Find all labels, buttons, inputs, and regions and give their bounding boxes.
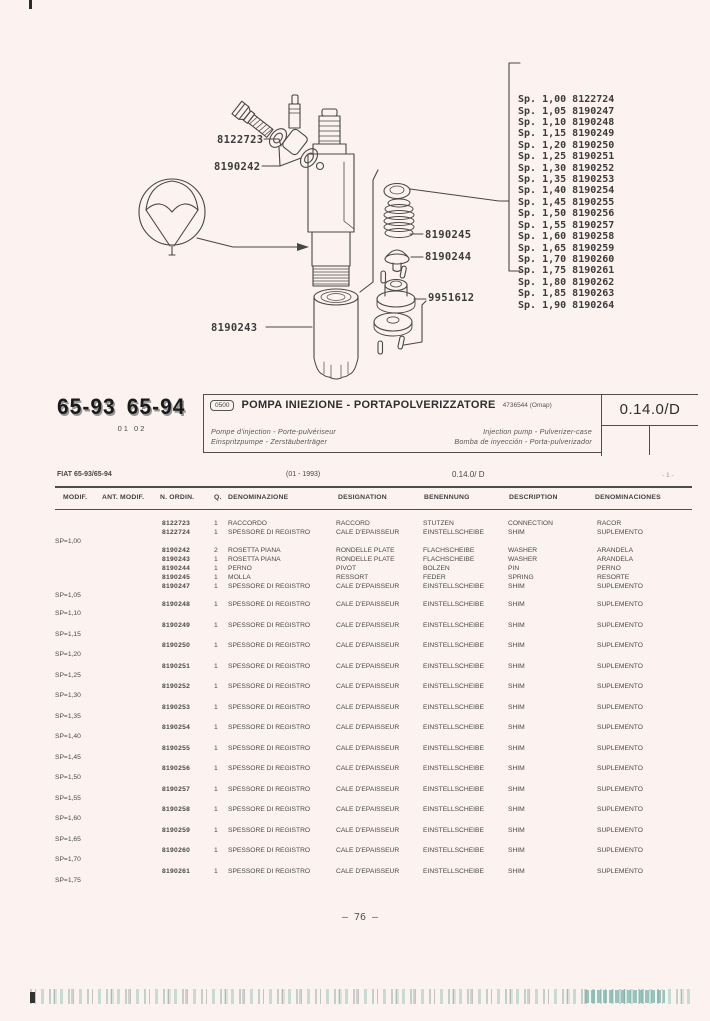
shim-chart-row: Sp. 1,15 8190249: [518, 128, 615, 140]
shim-thickness: SP=1,05: [55, 592, 81, 599]
designation: CALE D'EPAISSEUR: [336, 867, 400, 875]
description: SHIM: [508, 826, 525, 834]
table-row: [55, 564, 705, 573]
banjo-fitting-icon: [281, 95, 309, 156]
denominaciones: SUPLEMENTO: [597, 867, 643, 875]
designation: CALE D'EPAISSEUR: [336, 583, 400, 590]
denominazione: SPESSORE DI REGISTRO: [228, 744, 311, 752]
part-number: 8190242: [162, 547, 191, 554]
shim-chart-row: Sp. 1,10 8190248: [518, 117, 615, 129]
benennung: EINSTELLSCHEIBE: [423, 847, 484, 854]
benennung: EINSTELLSCHEIBE: [423, 601, 484, 608]
table-row: [55, 785, 705, 803]
denominazione: SPESSORE DI REGISTRO: [228, 724, 311, 731]
model-badge: 65-93: [57, 395, 116, 420]
quantity: 1: [214, 583, 218, 590]
benennung: EINSTELLSCHEIBE: [423, 867, 484, 875]
table-row: [55, 641, 705, 659]
shim-chart-row: Sp. 1,05 8190247: [518, 105, 615, 117]
shim-thickness: SP=1,65: [55, 835, 81, 843]
denominaciones: SUPLEMENTO: [597, 826, 643, 834]
denominaciones: SUPLEMENTO: [597, 642, 643, 649]
description: WASHER: [508, 547, 538, 554]
shim-thickness: SP=1,00: [55, 538, 81, 545]
title-box: [203, 394, 601, 453]
part-number: 8190243: [162, 556, 191, 563]
designation: RESSORT: [336, 574, 369, 581]
benennung: EINSTELLSCHEIBE: [423, 826, 484, 834]
quantity: 1: [214, 662, 218, 670]
nozzle-spray-icon: [139, 179, 205, 255]
description: SHIM: [508, 724, 525, 731]
shim-disc-icon: [384, 184, 410, 199]
shim-thickness: SP=1,70: [55, 856, 81, 863]
designation: PIVOT: [336, 565, 357, 572]
shim-thickness: SP=1,10: [55, 610, 81, 617]
shim-chart-row: Sp. 1,30 8190252: [518, 162, 615, 174]
denominaciones: SUPLEMENTO: [597, 806, 643, 813]
part-number: 8190244: [162, 565, 191, 572]
part-number: 8190261: [162, 867, 191, 875]
table-row: [55, 703, 705, 721]
denominazione: SPESSORE DI REGISTRO: [228, 642, 311, 649]
designation: CALE D'EPAISSEUR: [336, 806, 400, 813]
description: SHIM: [508, 847, 525, 854]
shim-thickness: SP=1,25: [55, 671, 81, 679]
description: SHIM: [508, 642, 525, 649]
denominaciones: SUPLEMENTO: [597, 601, 643, 608]
benennung: EINSTELLSCHEIBE: [423, 642, 484, 649]
description: PIN: [508, 565, 520, 572]
table-row: [55, 826, 705, 844]
part-number: 8190252: [162, 683, 191, 690]
divider: [649, 425, 650, 455]
shim-thickness: SP=1,20: [55, 651, 81, 658]
shim-chart-row: Sp. 1,60 8190258: [518, 231, 615, 243]
denominazione: ROSETTA PIANA: [228, 547, 281, 554]
part-number: 8190259: [162, 826, 191, 834]
divider: [55, 486, 692, 488]
subtitle-en: Injection pump - Pulverizer-case: [483, 427, 592, 436]
table-row: [55, 662, 705, 680]
part-number: 8190258: [162, 806, 191, 813]
col-n-ordin: N. ORDIN.: [160, 494, 195, 501]
benennung: FLACHSCHEIBE: [423, 556, 475, 563]
benennung: EINSTELLSCHEIBE: [423, 806, 484, 813]
description: SHIM: [508, 765, 525, 772]
designation: CALE D'EPAISSEUR: [336, 724, 400, 731]
section-code-box: [601, 394, 698, 456]
benennung: EINSTELLSCHEIBE: [423, 583, 484, 590]
benennung: STUTZEN: [423, 520, 454, 527]
denominazione: SPESSORE DI REGISTRO: [228, 785, 311, 793]
part-number: 8190254: [162, 724, 191, 731]
table-row: [55, 682, 705, 700]
denominaciones: RESORTE: [597, 574, 630, 581]
description: SHIM: [508, 683, 525, 690]
part-number: 8190250: [162, 642, 191, 649]
table-row: [55, 519, 705, 528]
table-row: [55, 546, 705, 555]
part-number: 8190249: [162, 621, 191, 629]
part-number: 8190256: [162, 765, 191, 772]
col-modif: MODIF.: [63, 494, 88, 501]
shim-thickness: SP=1,35: [55, 712, 81, 720]
quantity: 1: [214, 867, 218, 875]
model-variants: 01 02: [117, 424, 147, 433]
benennung: EINSTELLSCHEIBE: [423, 765, 484, 772]
quantity: 1: [214, 642, 218, 649]
description: SHIM: [508, 601, 525, 608]
col-description: DESCRIPTION: [509, 494, 558, 501]
denominazione: MOLLA: [228, 574, 251, 581]
leader-line: [262, 147, 301, 166]
quantity: 1: [214, 683, 218, 690]
col-denominazione: DENOMINAZIONE: [228, 494, 289, 501]
designation: CALE D'EPAISSEUR: [336, 765, 400, 772]
table-row: [55, 621, 705, 639]
benennung: EINSTELLSCHEIBE: [423, 529, 484, 536]
denominazione: SPESSORE DI REGISTRO: [228, 601, 311, 608]
part-number: 8190257: [162, 785, 191, 793]
part-number: 8190245: [162, 574, 191, 581]
denominaciones: SUPLEMENTO: [597, 703, 643, 711]
part-label: 8190244: [425, 251, 472, 263]
quantity: 1: [214, 565, 218, 572]
description: SHIM: [508, 583, 525, 590]
part-number: 8190248: [162, 601, 191, 608]
chart-bracket: [499, 63, 520, 271]
denominaciones: ARANDELA: [597, 556, 634, 563]
shim-thickness: SP=1,55: [55, 794, 81, 802]
description: SHIM: [508, 744, 525, 752]
shim-chart-row: Sp. 1,85 8190263: [518, 288, 615, 300]
model-reference: FIAT 65-93/65-94: [57, 471, 112, 478]
quantity: 2: [214, 547, 218, 554]
denominazione: SPESSORE DI REGISTRO: [228, 826, 311, 834]
subtitle-de: Einspritzpumpe - Zerstäuberträger: [211, 436, 328, 446]
shim-chart-line: [410, 189, 499, 201]
part-number: 8190255: [162, 744, 191, 752]
model-badge: 65-94: [126, 395, 186, 420]
table-row: [55, 846, 705, 864]
arrowhead-icon: [297, 243, 309, 251]
designation: CALE D'EPAISSEUR: [336, 662, 400, 670]
col-ant-modif: ANT. MODIF.: [102, 494, 145, 501]
page-number: – 76 –: [341, 912, 379, 923]
denominaciones: SUPLEMENTO: [597, 765, 643, 772]
designation: CALE D'EPAISSEUR: [336, 785, 400, 793]
shim-chart-row: Sp. 1,70 8190260: [518, 253, 615, 265]
model-badges: [57, 396, 185, 420]
quantity: 1: [214, 744, 218, 752]
denominazione: ROSETTA PIANA: [228, 556, 281, 563]
denominazione: SPESSORE DI REGISTRO: [228, 806, 311, 813]
quantity: 1: [214, 785, 218, 793]
description: SHIM: [508, 785, 525, 793]
quantity: 1: [214, 724, 218, 731]
denominaciones: SUPLEMENTO: [597, 683, 643, 690]
benennung: EINSTELLSCHEIBE: [423, 683, 484, 690]
denominazione: SPESSORE DI REGISTRO: [228, 847, 311, 854]
designation: CALE D'EPAISSEUR: [336, 621, 400, 629]
divider: [55, 509, 692, 510]
quantity: 1: [214, 574, 218, 581]
denominazione: SPESSORE DI REGISTRO: [228, 867, 311, 875]
quantity: 1: [214, 621, 218, 629]
description: SHIM: [508, 806, 525, 813]
part-number: 8190251: [162, 662, 191, 670]
designation: CALE D'EPAISSEUR: [336, 847, 400, 854]
denominaciones: ARANDELA: [597, 547, 634, 554]
quantity: 1: [214, 601, 218, 608]
shim-chart-row: Sp. 1,40 8190254: [518, 185, 615, 197]
designation: CALE D'EPAISSEUR: [336, 683, 400, 690]
designation: CALE D'EPAISSEUR: [336, 826, 400, 834]
denominaciones: SUPLEMENTO: [597, 662, 643, 670]
injector-body-icon: [308, 109, 354, 286]
shim-thickness: SP=1,50: [55, 774, 81, 781]
shim-selection-chart: [518, 60, 614, 311]
date-range: (01 - 1993): [286, 471, 321, 478]
scan-noise-mark: [30, 992, 35, 1003]
quantity: 1: [214, 765, 218, 772]
shim-thickness: SP=1,60: [55, 815, 81, 822]
denominaciones: SUPLEMENTO: [597, 621, 643, 629]
subtitle-fr: Pompe d'injection - Porte-pulvériseur: [211, 427, 337, 436]
shim-chart-row: Sp. 1,80 8190262: [518, 276, 615, 288]
part-label: 8190242: [214, 161, 261, 173]
table-row: [55, 723, 705, 741]
parts-table: [55, 519, 705, 887]
designation: CALE D'EPAISSEUR: [336, 529, 400, 536]
description: SHIM: [508, 662, 525, 670]
denominazione: SPESSORE DI REGISTRO: [228, 662, 311, 670]
designation: CALE D'EPAISSEUR: [336, 601, 400, 608]
shim-chart-row: Sp. 1,55 8190257: [518, 219, 615, 231]
denominazione: SPESSORE DI REGISTRO: [228, 529, 311, 536]
shim-chart-row: Sp. 1,35 8190253: [518, 174, 615, 186]
shim-chart-row: Sp. 1,45 8190255: [518, 196, 615, 208]
denominaciones: PERNO: [597, 565, 621, 572]
denominaciones: SUPLEMENTO: [597, 847, 643, 854]
table-row: [55, 555, 705, 564]
shim-thickness: SP=1,30: [55, 692, 81, 699]
denominazione: SPESSORE DI REGISTRO: [228, 683, 311, 690]
part-label: 8190245: [425, 229, 472, 241]
title-reference: 4736544 (Omap): [502, 401, 552, 409]
cap-nut-icon: [314, 289, 358, 379]
description: CONNECTION: [508, 520, 553, 527]
designation: RACCORD: [336, 520, 370, 527]
description: SPRING: [508, 574, 534, 581]
quantity: 1: [214, 826, 218, 834]
shim-thickness: SP=1,15: [55, 630, 81, 638]
nozzle-assembly-icon: [374, 280, 415, 337]
group-line: [360, 170, 378, 292]
table-row: [55, 744, 705, 762]
denominazione: SPESSORE DI REGISTRO: [228, 703, 311, 711]
shim-chart-row: Sp. 1,20 8190250: [518, 139, 615, 151]
shim-chart-row: Sp. 1,00 8122724: [518, 94, 615, 106]
description: SHIM: [508, 703, 525, 711]
part-number: 8122724: [162, 529, 191, 536]
denominazione: SPESSORE DI REGISTRO: [228, 765, 311, 772]
benennung: EINSTELLSCHEIBE: [423, 703, 484, 711]
page-title: POMPA INIEZIONE - PORTAPOLVERIZZATORE: [241, 399, 496, 411]
quantity: 1: [214, 529, 218, 536]
shim-thickness: SP=1,45: [55, 753, 81, 761]
col-benennung: BENENNUNG: [424, 494, 470, 501]
denominaciones: RACOR: [597, 520, 622, 527]
description: SHIM: [508, 867, 525, 875]
description: SHIM: [508, 621, 525, 629]
denominazione: PERNO: [228, 565, 252, 572]
denominaciones: SUPLEMENTO: [597, 785, 643, 793]
benennung: EINSTELLSCHEIBE: [423, 621, 484, 629]
col-designation: DESIGNATION: [338, 494, 387, 501]
table-row: [55, 805, 705, 823]
shim-thickness: SP=1,75: [55, 876, 81, 884]
spring-seat-icon: [385, 250, 409, 272]
part-label: 8122723: [217, 134, 264, 146]
sheet-marker: - 1 -: [662, 472, 674, 479]
col-q: Q.: [214, 494, 222, 501]
benennung: EINSTELLSCHEIBE: [423, 724, 484, 731]
shim-chart-row: Sp. 1,75 8190261: [518, 265, 615, 277]
table-row: [55, 867, 705, 885]
section-code: 0.14.0/D: [602, 395, 698, 426]
table-row: [55, 528, 705, 546]
pin-icon: [378, 336, 405, 354]
designation: CALE D'EPAISSEUR: [336, 703, 400, 711]
denominazione: SPESSORE DI REGISTRO: [228, 583, 311, 590]
benennung: FEDER: [423, 574, 446, 581]
designation: RONDELLE PLATE: [336, 547, 395, 554]
quantity: 1: [214, 520, 218, 527]
benennung: BOLZEN: [423, 565, 450, 572]
part-number: 8190260: [162, 847, 191, 854]
part-label: 8190243: [211, 322, 258, 334]
table-row: [55, 582, 705, 600]
pointer-line: [197, 238, 298, 247]
group-code-badge: 0500: [210, 400, 234, 411]
subtitle-es: Bomba de inyección - Porta-pulverizador: [454, 436, 592, 446]
table-row: [55, 573, 705, 582]
designation: CALE D'EPAISSEUR: [336, 642, 400, 649]
denominaciones: SUPLEMENTO: [597, 724, 643, 731]
designation: CALE D'EPAISSEUR: [336, 744, 400, 752]
denominaciones: SUPLEMENTO: [597, 744, 643, 752]
description: SHIM: [508, 529, 525, 536]
section-reference: 0.14.0/ D: [452, 470, 485, 479]
part-number: 8190247: [162, 583, 191, 590]
table-row: [55, 764, 705, 782]
benennung: EINSTELLSCHEIBE: [423, 662, 484, 670]
designation: RONDELLE PLATE: [336, 556, 395, 563]
quantity: 1: [214, 806, 218, 813]
scan-noise-block: [585, 990, 665, 1003]
denominazione: SPESSORE DI REGISTRO: [228, 621, 311, 629]
col-denominaciones: DENOMINACIONES: [595, 494, 661, 501]
shim-thickness: SP=1,40: [55, 733, 81, 740]
quantity: 1: [214, 703, 218, 711]
denominaciones: SUPLEMENTO: [597, 583, 643, 590]
shim-chart-row: Sp. 1,25 8190251: [518, 151, 615, 163]
quantity: 1: [214, 556, 218, 563]
part-label: 9951612: [428, 292, 475, 304]
denominaciones: SUPLEMENTO: [597, 529, 643, 536]
shim-chart-row: Sp. 1,50 8190256: [518, 208, 615, 220]
shim-chart-row: Sp. 1,90 8190264: [518, 299, 615, 311]
shim-chart-row: Sp. 1,65 8190259: [518, 242, 615, 254]
quantity: 1: [214, 847, 218, 854]
denominazione: RACCORDO: [228, 520, 268, 527]
benennung: EINSTELLSCHEIBE: [423, 785, 484, 793]
benennung: FLACHSCHEIBE: [423, 547, 475, 554]
table-row: [55, 600, 705, 618]
part-number: 8190253: [162, 703, 191, 711]
description: WASHER: [508, 556, 538, 563]
spring-icon: [384, 199, 414, 238]
part-number: 8122723: [162, 520, 191, 527]
benennung: EINSTELLSCHEIBE: [423, 744, 484, 752]
